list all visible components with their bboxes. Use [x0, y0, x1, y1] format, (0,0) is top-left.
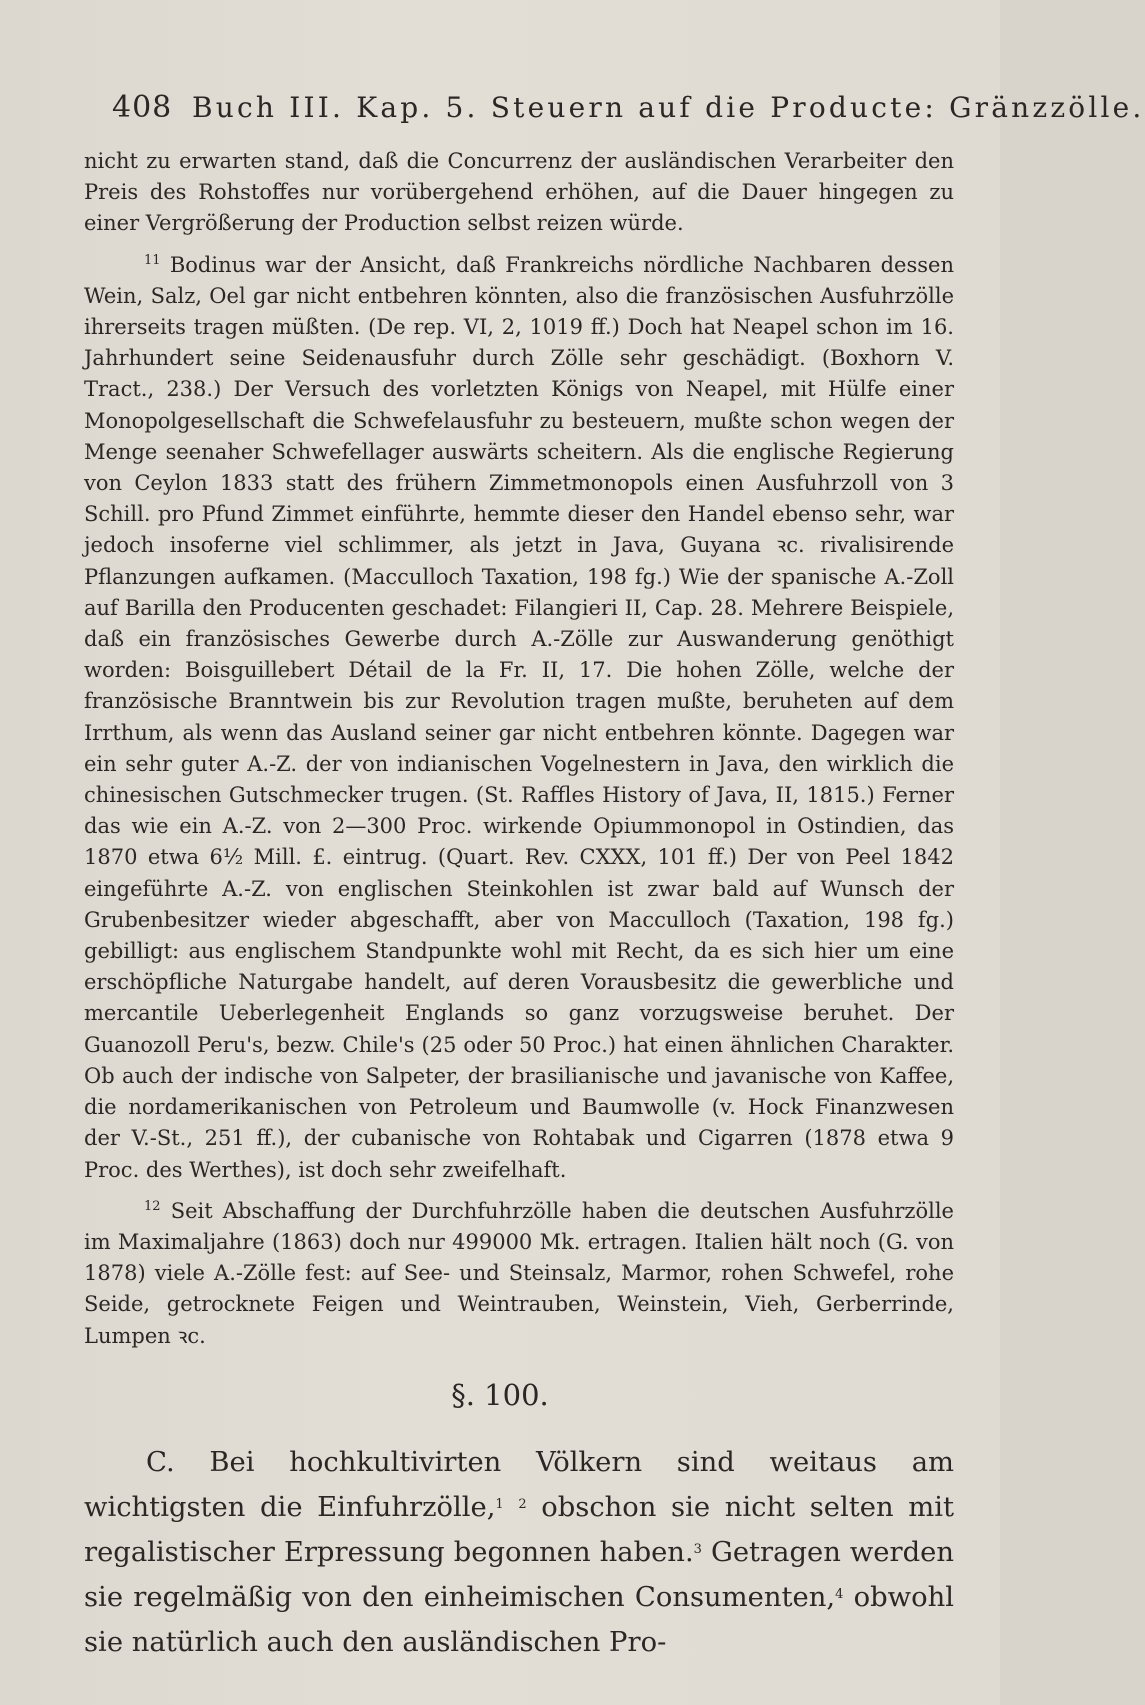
- page-number: 408: [112, 90, 173, 125]
- footnote-marker: 12: [144, 1198, 161, 1214]
- footnote-marker: 11: [144, 252, 161, 268]
- main-text-part: obschon sie nicht selten mit regalistischer Erpressung begonnen haben.: [84, 1492, 954, 1568]
- main-text-part: Getragen werden sie regelmäßig von den einheimischen Consumenten,: [84, 1537, 954, 1613]
- main-paragraph: [84, 1440, 954, 1665]
- footnote-text: Seit Abschaffung der Durchfuhrzölle haben die deutschen Ausfuhrzölle im Maximaljahre (1863) doch nur 499000 Mk. ertragen. Italien hält noch (G. von 1878) viele A.-Zölle fest: auf See- und Steinsalz, Marmor, rohen Schwefel, rohe Seide, getrocknete Feigen und Weintrauben, Weinstein, Vieh, Gerberrinde, Lumpen ꝛc.: [84, 1198, 954, 1348]
- running-title: Buch III. Kap. 5. Steuern auf die Producte: Gränzzölle.: [192, 91, 1145, 124]
- footnote-11: [84, 250, 954, 1186]
- footnote-text: Bodinus war der Ansicht, daß Frankreichs nördliche Nachbaren dessen Wein, Salz, Oel gar nicht entbehren könnten, also die französischen Ausfuhrzölle ihrerseits tragen müßten. (De rep. VI, 2, 1019 ff.) Doch hat Neapel schon im 16. Jahrhundert seine Seidenausfuhr durch Zölle sehr geschädigt. (Boxhorn V. Tract., 238.) Der Versuch des vorletzten Königs von Neapel, mit Hülfe einer Monopolgesellschaft die Schwefelausfuhr zu besteuern, mußte schon wegen der Menge seenaher Schwefellager auswärts scheitern. Als die englische Regierung von Ceylon 1833 statt des frühern Zimmetmonopols einen Ausfuhrzoll von 3 Schill. pro Pfund Zimmet einführte, hemmte dieser den Handel ebenso sehr, war jedoch insoferne viel schlimmer, als jetzt in Java, Guyana ꝛc. rivalisirende Pflanzungen aufkamen. (Macculloch Taxation, 198 fg.) Wie der spanische A.-Zoll auf Barilla den Producenten geschadet: Filangieri II, Cap. 28. Mehrere Beispiele, daß ein französisches Gewerbe durch A.-Zölle zur Auswanderung genöthigt worden: Boisguillebert Détail de la Fr. II, 17. Die hohen Zölle, welche der französische Branntwein bis zur Revolution tragen mußte, beruheten auf dem Irrthum, als wenn das Ausland seiner gar nicht entbehren könnte. Dagegen war ein sehr guter A.-Z. der von indianischen Vogelnestern in Java, den wirklich die chinesischen Gutschmecker trugen. (St. Raffles History of Java, II, 1815.) Ferner das wie ein A.-Z. von 2—300 Proc. wirkende Opiummonopol in Ostindien, das 1870 etwa 6½ Mill. £. eintrug. (Quart. Rev. CXXX, 101 ff.) Der von Peel 1842 eingeführte A.-Z. von englischen Steinkohlen ist zwar bald auf Wunsch der Grubenbesitzer wieder abgeschafft, aber von Macculloch (Taxation, 198 fg.) gebilligt: aus englischem Standpunkte wohl mit Recht, da es sich hier um eine erschöpfliche Naturgabe handelt, auf deren Vorausbesitz die gewerbliche und mercantile Ueberlegenheit Englands so ganz vorzugsweise beruhet. Der Guanozoll Peru's, bezw. Chile's (25 oder 50 Proc.) hat einen ähnlichen Charakter. Ob auch der indische von Salpeter, der brasilianische und javanische von Kaffee, die nordamerikanischen von Petroleum und Baumwolle (v. Hock Finanzwesen der V.-St., 251 ff.), der cubanische von Rohtabak und Cigarren (1878 etwa 9 Proc. des Werthes), ist doch sehr zweifelhaft.: [84, 252, 954, 1182]
- footnote-ref: 3: [693, 1542, 702, 1557]
- footnote-continuation: nicht zu erwarten stand, daß die Concurrenz der ausländischen Verarbeiter den Preis des Rohstoffes nur vorübergehend erhöhen, auf die Dauer hingegen zu einer Vergrößerung der Production selbst reizen würde.: [84, 149, 954, 236]
- footnote-ref: 4: [835, 1587, 844, 1602]
- footnote-12: [84, 1196, 954, 1352]
- footnote-ref: 2: [518, 1497, 527, 1512]
- main-text-part: C. Bei hochkultivirten Völkern sind weitaus am wichtigsten die Einfuhrzölle,: [84, 1447, 954, 1523]
- section-heading: §. 100.: [451, 1378, 549, 1412]
- page-header: [112, 88, 1145, 128]
- footnote-ref: 1: [495, 1497, 504, 1512]
- main-text-part: obwohl sie natürlich auch den ausländischen Pro-: [84, 1582, 955, 1658]
- footnotes-block: [84, 146, 954, 1352]
